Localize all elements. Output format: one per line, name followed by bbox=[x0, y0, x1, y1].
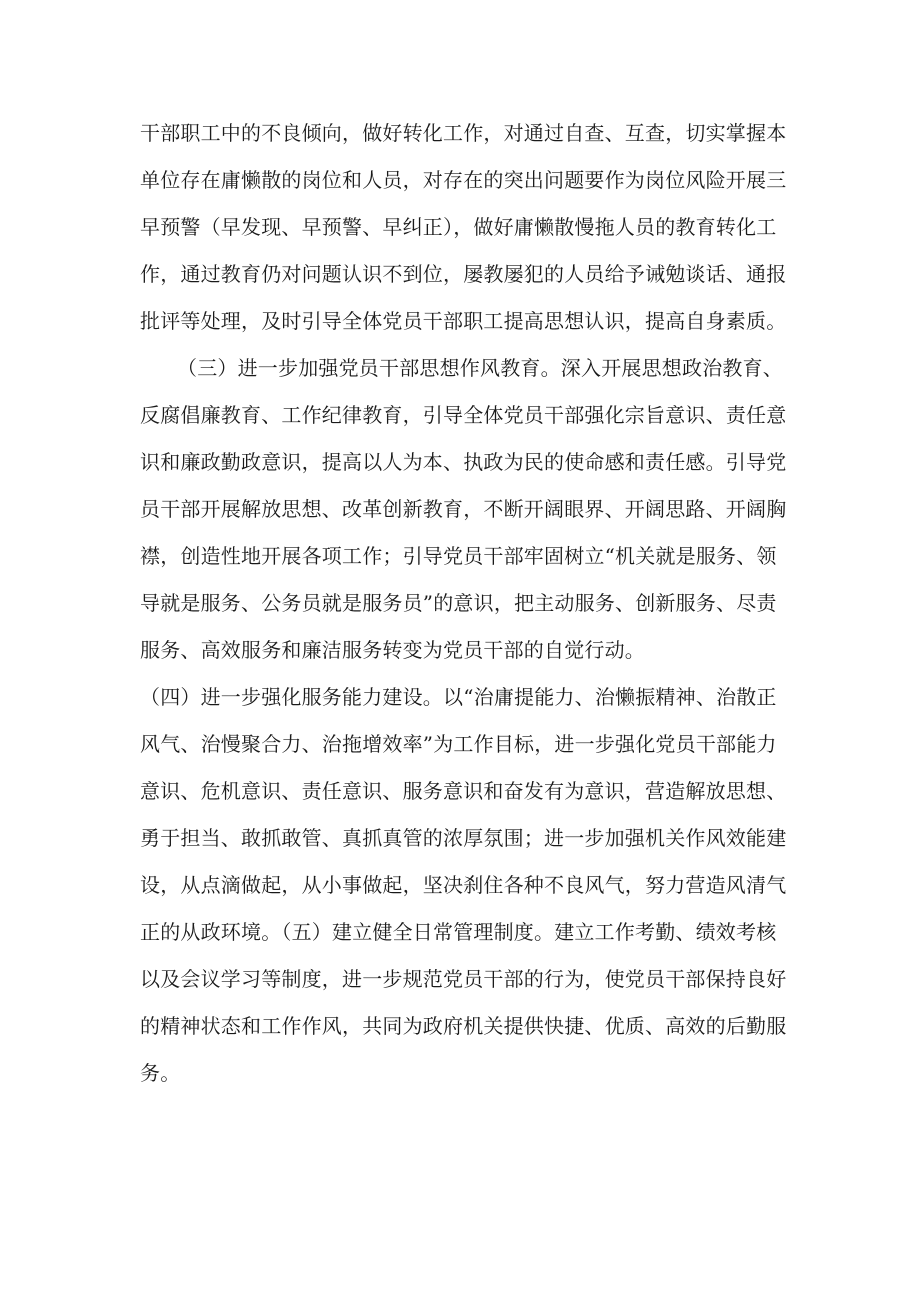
text-line: 风气、治慢聚合力、治拖增效率”为工作目标，进一步强化党员干部能力 bbox=[140, 732, 777, 756]
section-three-heading-line: （三）进一步加强党员干部思想作风教育。深入开展思想政治教育、 bbox=[177, 356, 783, 380]
text-line: 务。 bbox=[140, 1061, 181, 1085]
text-line: 以及会议学习等制度，进一步规范党员干部的行为，使党员干部保持良好 bbox=[140, 967, 787, 991]
text-line: 员干部开展解放思想、改革创新教育，不断开阔眼界、开阔思路、开阔胸 bbox=[140, 497, 787, 521]
text-line: 正的从政环境。（五）建立健全日常管理制度。建立工作考勤、绩效考核 bbox=[140, 920, 777, 944]
text-line: 导就是服务、公务员就是服务员”的意识，把主动服务、创新服务、尽责 bbox=[140, 591, 777, 615]
text-line: 作，通过教育仍对问题认识不到位，屡教屡犯的人员给予诫勉谈话、通报 bbox=[140, 262, 787, 286]
text-line: 批评等处理，及时引导全体党员干部职工提高思想认识，提高自身素质。 bbox=[140, 309, 787, 333]
text-line: 勇于担当、敢抓敢管、真抓真管的浓厚氛围；进一步加强机关作风效能建 bbox=[140, 826, 787, 850]
text-line: 干部职工中的不良倾向，做好转化工作，对通过自查、互查，切实掌握本 bbox=[140, 121, 787, 145]
text-line: 的精神状态和工作作风，共同为政府机关提供快捷、优质、高效的后勤服 bbox=[140, 1014, 787, 1038]
text-line: 识和廉政勤政意识，提高以人为本、执政为民的使命感和责任感。引导党 bbox=[140, 450, 787, 474]
section-four-heading-line: （四）进一步强化服务能力建设。以“治庸提能力、治懒振精神、治散正 bbox=[140, 685, 777, 709]
text-line: 设，从点滴做起，从小事做起，坚决刹住各种不良风气，努力营造风清气 bbox=[140, 873, 787, 897]
text-line: 服务、高效服务和廉洁服务转变为党员干部的自觉行动。 bbox=[140, 638, 645, 662]
text-line: 意识、危机意识、责任意识、服务意识和奋发有为意识，营造解放思想、 bbox=[140, 779, 787, 803]
text-line: 反腐倡廉教育、工作纪律教育，引导全体党员干部强化宗旨意识、责任意 bbox=[140, 403, 787, 427]
text-line: 早预警（早发现、早预警、早纠正），做好庸懒散慢拖人员的教育转化工 bbox=[140, 215, 777, 239]
text-line: 单位存在庸懒散的岗位和人员，对存在的突出问题要作为岗位风险开展三 bbox=[140, 168, 787, 192]
text-line: 襟，创造性地开展各项工作；引导党员干部牢固树立“机关就是服务、领 bbox=[140, 544, 777, 568]
